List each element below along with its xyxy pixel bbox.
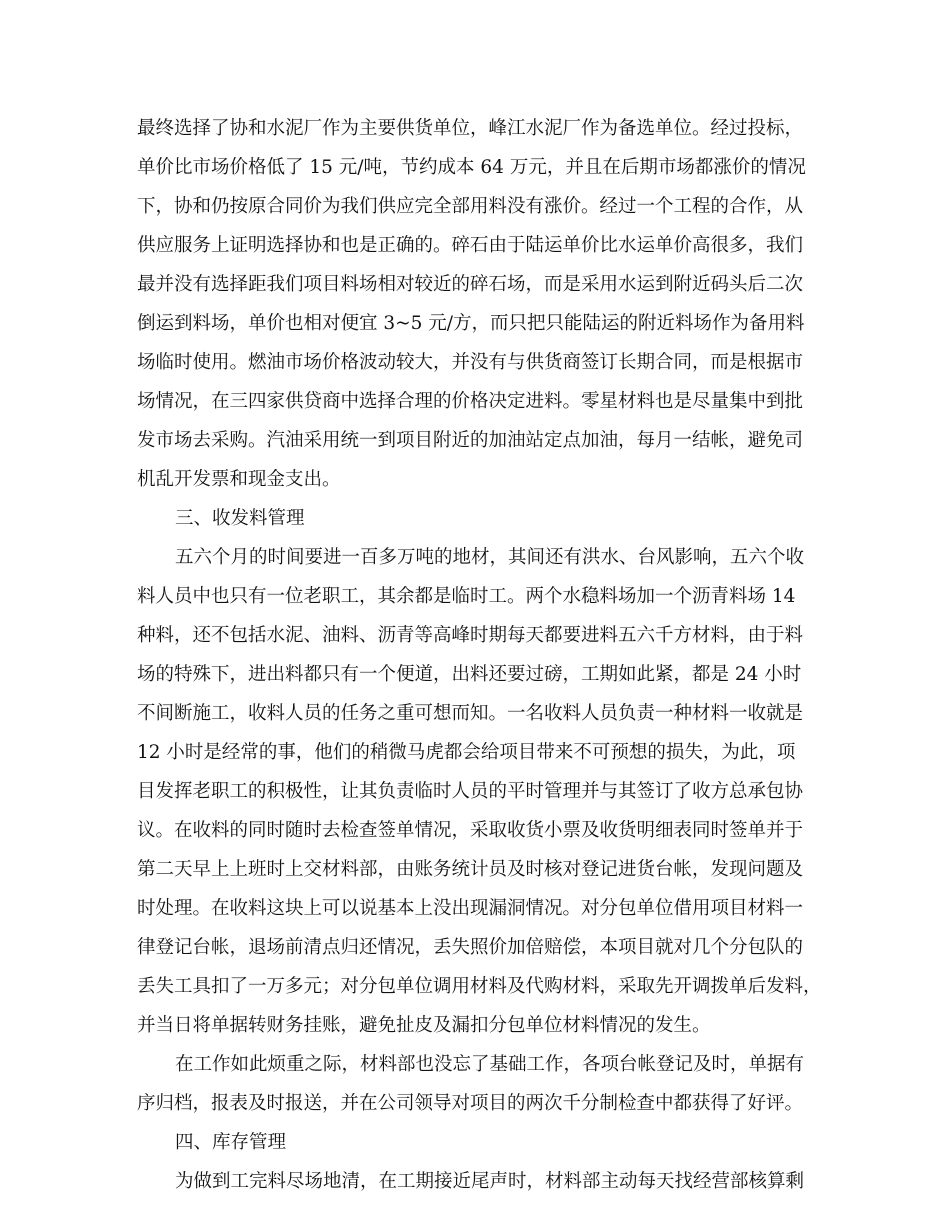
- paragraph-line: 种料，还不包括水泥、油料、沥青等高峰时期每天都要进料五六千方材料，由于料: [137, 625, 804, 646]
- paragraph-line: 律登记台帐，退场前清点归还情况，丢失照价加倍赔偿，本项目就对几个分包队的: [137, 937, 804, 958]
- paragraph-line: 料人员中也只有一位老职工，其余都是临时工。两个水稳料场加一个沥青料场 14: [137, 586, 796, 607]
- paragraph-line: 并当日将单据转财务挂账，避免扯皮及漏扣分包单位材料情况的发生。: [137, 1015, 711, 1036]
- paragraph-line: 供应服务上证明选择协和也是正确的。碎石由于陆运单价比水运单价高很多，我们: [137, 235, 804, 256]
- paragraph-line: 机乱开发票和现金支出。: [137, 469, 341, 490]
- paragraph-line: 发市场去采购。汽油采用统一到项目附近的加油站定点加油，每月一结帐，避免司: [137, 430, 804, 451]
- paragraph-line: 为做到工完料尽场地清，在工期接近尾声时，材料部主动每天找经营部核算剩: [175, 1171, 805, 1192]
- paragraph-line: 场情况，在三四家供贷商中选择合理的价格决定进料。零星材料也是尽量集中到批: [137, 391, 804, 412]
- paragraph-line: 最并没有选择距我们项目料场相对较近的碎石场，而是采用水运到附近码头后二次: [137, 274, 804, 295]
- paragraph-line: 丢失工具扣了一万多元；对分包单位调用材料及代购材料，采取先开调拨单后发料，: [137, 976, 822, 997]
- paragraph-line: 倒运到料场，单价也相对便宜 3~5 元/方，而只把只能陆运的附近料场作为备用料: [137, 313, 805, 334]
- paragraph-line: 下，协和仍按原合同价为我们供应完全部用料没有涨价。经过一个工程的合作，从: [137, 196, 804, 217]
- paragraph-line: 最终选择了协和水泥厂作为主要供货单位，峰江水泥厂作为备选单位。经过投标，: [137, 118, 804, 139]
- paragraph-line: 不间断施工，收料人员的任务之重可想而知。一名收料人员负责一种材料一收就是: [137, 703, 804, 724]
- paragraph-line: 单价比市场价格低了 15 元/吨，节约成本 64 万元，并且在后期市场都涨价的情况: [137, 157, 806, 178]
- section-heading: 三、收发料管理: [175, 508, 305, 529]
- paragraph-line: 场的特殊下，进出料都只有一个便道，出料还要过磅，工期如此紧，都是 24 小时: [137, 664, 802, 685]
- paragraph-line: 五六个月的时间要进一百多万吨的地材，其间还有洪水、台风影响，五六个收: [175, 547, 805, 568]
- paragraph-line: 议。在收料的同时随时去检查签单情况，采取收货小票及收货明细表同时签单并于: [137, 820, 804, 841]
- paragraph-line: 第二天早上上班时上交材料部，由账务统计员及时核对登记进货台帐，发现问题及: [137, 859, 804, 880]
- paragraph-line: 时处理。在收料这块上可以说基本上没出现漏洞情况。对分包单位借用项目材料一: [137, 898, 804, 919]
- paragraph-line: 12 小时是经常的事，他们的稍微马虎都会给项目带来不可预想的损失，为此，项: [137, 742, 796, 763]
- paragraph-line: 场临时使用。燃油市场价格波动较大，并没有与供货商签订长期合同，而是根据市: [137, 352, 804, 373]
- paragraph-line: 在工作如此烦重之际，材料部也没忘了基础工作，各项台帐登记及时，单据有: [175, 1054, 805, 1075]
- paragraph-line: 序归档，报表及时报送，并在公司领导对项目的两次千分制检查中都获得了好评。: [137, 1093, 804, 1114]
- paragraph-line: 目发挥老职工的积极性，让其负责临时人员的平时管理并与其签订了收方总承包协: [137, 781, 804, 802]
- section-heading: 四、库存管理: [175, 1132, 287, 1153]
